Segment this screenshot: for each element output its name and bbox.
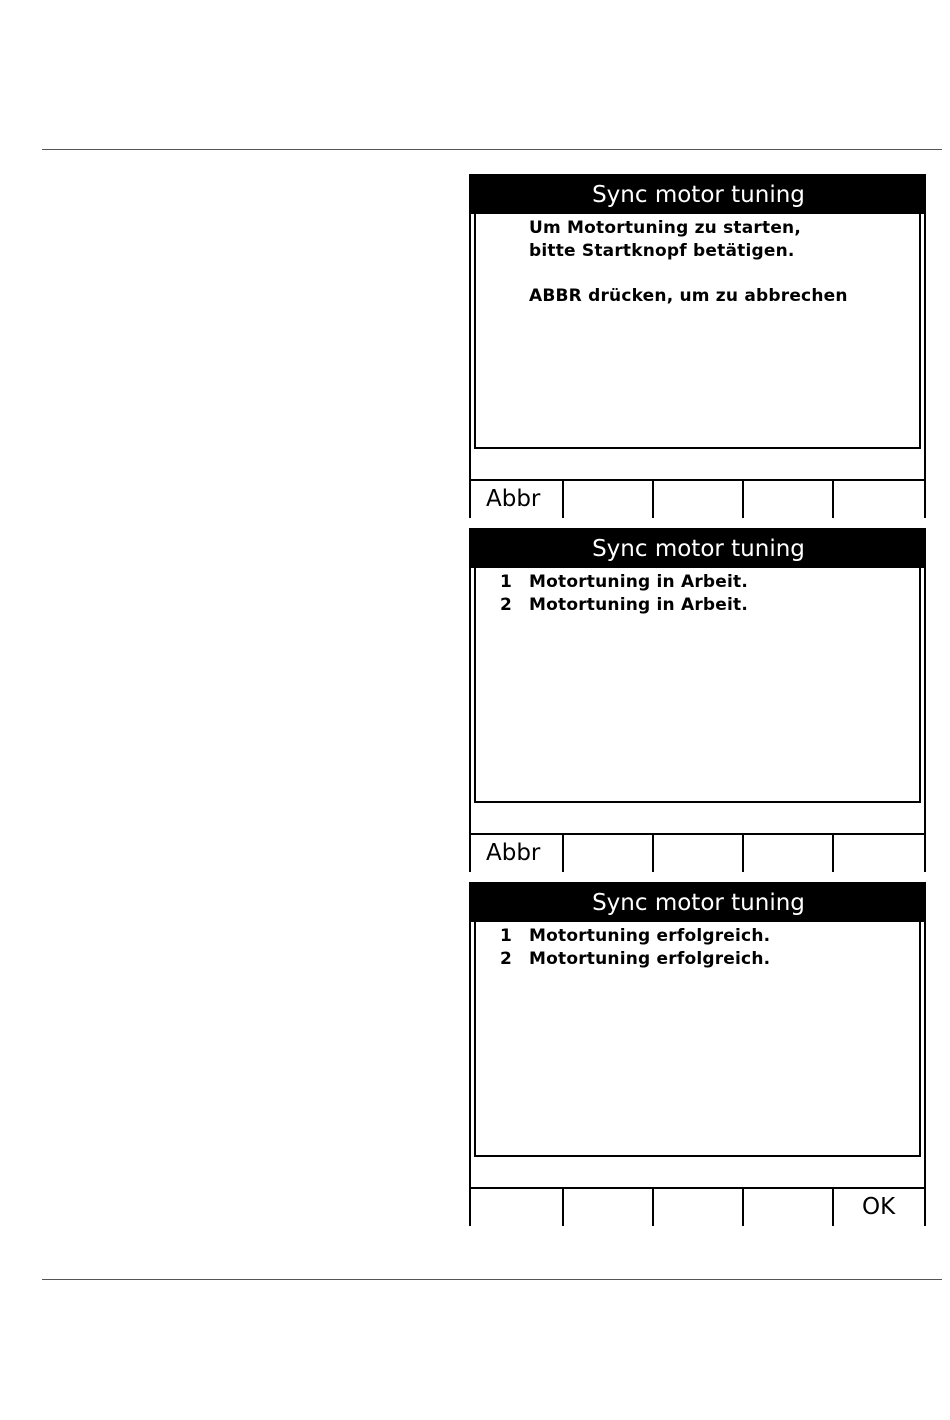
softkey-abbr-button[interactable]: Abbr bbox=[471, 835, 564, 872]
screen-message-area bbox=[474, 568, 921, 803]
softkey-5-button[interactable] bbox=[834, 481, 924, 518]
status-line: Motortuning erfolgreich. bbox=[529, 949, 771, 969]
softkey-4-button[interactable] bbox=[744, 1189, 834, 1226]
softkey-bar bbox=[471, 479, 924, 518]
softkey-3-button[interactable] bbox=[654, 1189, 744, 1226]
screen-message-area bbox=[474, 214, 921, 449]
screen-start-tuning bbox=[469, 174, 926, 518]
screen-title: Sync motor tuning bbox=[471, 176, 924, 214]
bottom-divider bbox=[42, 1279, 942, 1280]
softkey-5-button[interactable] bbox=[834, 835, 924, 872]
axis-number: 1 bbox=[500, 926, 513, 946]
message-line: ABBR drücken, um zu abbrechen bbox=[529, 286, 848, 306]
screen-tuning-in-progress bbox=[469, 528, 926, 872]
softkey-ok-button[interactable]: OK bbox=[834, 1189, 924, 1226]
screen-title: Sync motor tuning bbox=[471, 884, 924, 922]
screen-tuning-success bbox=[469, 882, 926, 1226]
screen-title: Sync motor tuning bbox=[471, 530, 924, 568]
status-line: Motortuning in Arbeit. bbox=[529, 572, 749, 592]
softkey-3-button[interactable] bbox=[654, 481, 744, 518]
message-line: Um Motortuning zu starten, bbox=[529, 218, 802, 238]
softkey-4-button[interactable] bbox=[744, 481, 834, 518]
axis-number: 2 bbox=[500, 595, 513, 615]
status-line: Motortuning erfolgreich. bbox=[529, 926, 771, 946]
softkey-4-button[interactable] bbox=[744, 835, 834, 872]
softkey-2-button[interactable] bbox=[564, 1189, 654, 1226]
softkey-abbr-button[interactable]: Abbr bbox=[471, 481, 564, 518]
status-line: Motortuning in Arbeit. bbox=[529, 595, 749, 615]
axis-number: 1 bbox=[500, 572, 513, 592]
softkey-2-button[interactable] bbox=[564, 481, 654, 518]
softkey-1-button[interactable] bbox=[471, 1189, 564, 1226]
top-divider bbox=[42, 149, 942, 150]
softkey-3-button[interactable] bbox=[654, 835, 744, 872]
softkey-2-button[interactable] bbox=[564, 835, 654, 872]
axis-number: 2 bbox=[500, 949, 513, 969]
message-line: bitte Startknopf betätigen. bbox=[529, 241, 795, 261]
softkey-bar bbox=[471, 833, 924, 872]
softkey-bar bbox=[471, 1187, 924, 1226]
screen-message-area bbox=[474, 922, 921, 1157]
